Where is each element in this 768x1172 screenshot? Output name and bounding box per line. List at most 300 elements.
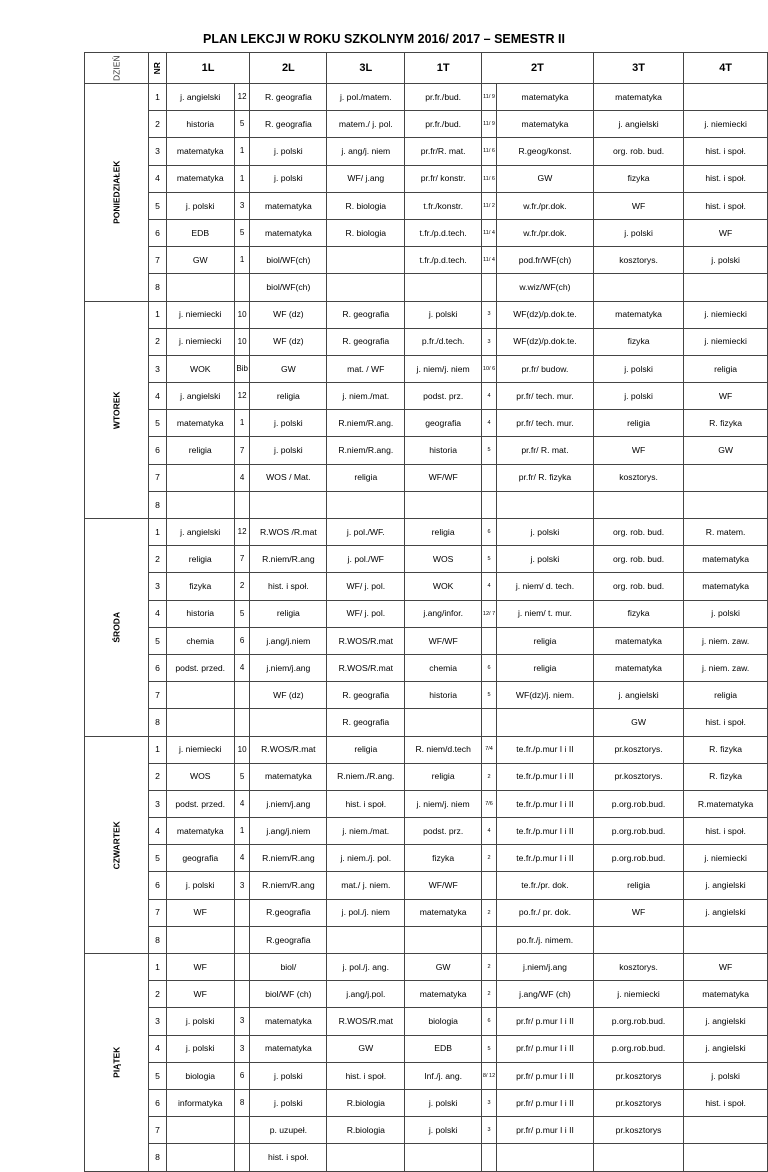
table-row <box>85 818 768 845</box>
class-4T: matematyka <box>684 981 768 1008</box>
class-2T: religia <box>497 627 594 654</box>
room-1L: 6 <box>234 1062 250 1089</box>
class-2T: j. polski <box>497 519 594 546</box>
class-4T: j. niemiecki <box>684 111 768 138</box>
class-2L: R.geografia <box>250 899 327 926</box>
class-2L: biol/ <box>250 954 327 981</box>
class-2T: pr.fr/ p.mur I i II <box>497 1062 594 1089</box>
table-row <box>85 165 768 192</box>
class-2T: j.niem/j.ang <box>497 954 594 981</box>
class-2T: WF(dz)/j. niem. <box>497 682 594 709</box>
table-row <box>85 981 768 1008</box>
table-row <box>85 654 768 681</box>
room-1L <box>234 709 250 736</box>
class-1T: Inf./j. ang. <box>405 1062 482 1089</box>
table-row <box>85 872 768 899</box>
table-row <box>85 546 768 573</box>
class-2T <box>497 491 594 518</box>
class-4T: R. fizyka <box>684 410 768 437</box>
class-2L: R.WOS /R.mat <box>250 519 327 546</box>
class-3T: p.org.rob.bud. <box>593 845 683 872</box>
class-3L: R. biologia <box>327 192 405 219</box>
room-1L: 1 <box>234 165 250 192</box>
table-row <box>85 274 768 301</box>
room-2T: 12/ 7 <box>482 600 497 627</box>
room-1L <box>234 981 250 1008</box>
room-2T: 4 <box>482 383 497 410</box>
room-2T <box>482 872 497 899</box>
class-1L: j. polski <box>166 1035 234 1062</box>
class-3T: kosztorys. <box>593 954 683 981</box>
table-row <box>85 410 768 437</box>
class-1T: WOK <box>405 573 482 600</box>
class-1L: j. angielski <box>166 84 234 111</box>
class-1L <box>166 274 234 301</box>
class-4T <box>684 926 768 953</box>
room-2T: 5 <box>482 682 497 709</box>
class-3T <box>593 926 683 953</box>
class-2L: R. geografia <box>250 84 327 111</box>
class-3L: R. geografia <box>327 301 405 328</box>
lesson-number: 5 <box>149 410 166 437</box>
class-1L: chemia <box>166 627 234 654</box>
header-1T: 1T <box>405 53 482 84</box>
lesson-number: 2 <box>149 981 166 1008</box>
class-4T <box>684 1144 768 1171</box>
class-3T: WF <box>593 192 683 219</box>
class-2T: j. niem/ d. tech. <box>497 573 594 600</box>
class-2L: R.niem/R.ang <box>250 546 327 573</box>
class-1L: matematyka <box>166 165 234 192</box>
room-1L: 6 <box>234 627 250 654</box>
class-3T: org. rob. bud. <box>593 519 683 546</box>
class-3T: pr.kosztorys. <box>593 763 683 790</box>
class-2L <box>250 491 327 518</box>
room-1L: 10 <box>234 736 250 763</box>
table-row <box>85 355 768 382</box>
table-row <box>85 954 768 981</box>
class-1L: j. angielski <box>166 519 234 546</box>
class-4T: j. angielski <box>684 899 768 926</box>
room-2T: 4 <box>482 410 497 437</box>
lesson-number: 8 <box>149 926 166 953</box>
room-2T: 3 <box>482 1089 497 1116</box>
class-4T: hist. i społ. <box>684 818 768 845</box>
page-title: PLAN LEKCJI W ROKU SZKOLNYM 2016/ 2017 – SEMESTR II <box>203 32 565 46</box>
class-3L: j.ang/j.pol. <box>327 981 405 1008</box>
class-2L: matematyka <box>250 192 327 219</box>
class-2T: matematyka <box>497 84 594 111</box>
room-2T <box>482 491 497 518</box>
class-2L: WF (dz) <box>250 328 327 355</box>
class-4T: GW <box>684 437 768 464</box>
table-row <box>85 491 768 518</box>
room-2T: 3 <box>482 328 497 355</box>
class-2T: w.wiz/WF(ch) <box>497 274 594 301</box>
room-1L: 1 <box>234 410 250 437</box>
class-3L <box>327 274 405 301</box>
class-2L: matematyka <box>250 1035 327 1062</box>
class-2L: p. uzupeł. <box>250 1117 327 1144</box>
lesson-number: 4 <box>149 600 166 627</box>
table-row <box>85 1062 768 1089</box>
class-4T: religia <box>684 682 768 709</box>
class-3T: j. polski <box>593 383 683 410</box>
room-2T: 3 <box>482 301 497 328</box>
class-2T: religia <box>497 654 594 681</box>
class-3L <box>327 247 405 274</box>
header-3T: 3T <box>593 53 683 84</box>
class-1T: historia <box>405 437 482 464</box>
header-day <box>85 53 149 84</box>
class-1L: j. angielski <box>166 383 234 410</box>
class-1L <box>166 1144 234 1171</box>
class-1T: matematyka <box>405 981 482 1008</box>
class-4T: R. fizyka <box>684 736 768 763</box>
room-1L: 3 <box>234 192 250 219</box>
class-2T: j. niem/ t. mur. <box>497 600 594 627</box>
day-cell <box>85 736 149 954</box>
class-2L: R.geografia <box>250 926 327 953</box>
class-1L: GW <box>166 247 234 274</box>
class-1T <box>405 1144 482 1171</box>
class-1T: j. niem/j. niem <box>405 355 482 382</box>
table-row <box>85 627 768 654</box>
class-3L: mat./ j. niem. <box>327 872 405 899</box>
class-4T: j. polski <box>684 247 768 274</box>
header-day-label: DZIEŃ <box>111 55 122 81</box>
room-2T: 7/4 <box>482 736 497 763</box>
class-2L: j. polski <box>250 1089 327 1116</box>
lesson-number: 5 <box>149 845 166 872</box>
table-row <box>85 600 768 627</box>
class-3L: R.niem/R.ang. <box>327 437 405 464</box>
lesson-number: 5 <box>149 1062 166 1089</box>
day-label: PONIEDZIAŁEK <box>111 160 122 224</box>
class-3L <box>327 926 405 953</box>
class-2L: matematyka <box>250 763 327 790</box>
class-3L: R.WOS/R.mat <box>327 654 405 681</box>
lesson-number: 4 <box>149 1035 166 1062</box>
class-1T: j. polski <box>405 1089 482 1116</box>
class-4T <box>684 491 768 518</box>
table-row <box>85 328 768 355</box>
class-4T: j. angielski <box>684 872 768 899</box>
class-3L: R. biologia <box>327 219 405 246</box>
class-1T: p.fr./d.tech. <box>405 328 482 355</box>
room-1L: 4 <box>234 845 250 872</box>
class-3T: j. angielski <box>593 111 683 138</box>
room-2T: 2 <box>482 845 497 872</box>
class-3T: matematyka <box>593 627 683 654</box>
class-3L: j. ang/j. niem <box>327 138 405 165</box>
table-row <box>85 383 768 410</box>
class-4T: j. niemiecki <box>684 328 768 355</box>
table-row <box>85 519 768 546</box>
class-1L: j. polski <box>166 192 234 219</box>
class-1L <box>166 682 234 709</box>
class-1T: geografia <box>405 410 482 437</box>
header-4T: 4T <box>684 53 768 84</box>
class-2L: WF (dz) <box>250 682 327 709</box>
class-1L: WF <box>166 954 234 981</box>
class-2T: te.fr./p.mur I i II <box>497 763 594 790</box>
class-4T: matematyka <box>684 573 768 600</box>
class-4T <box>684 464 768 491</box>
lesson-number: 6 <box>149 654 166 681</box>
room-2T: 11/ 4 <box>482 247 497 274</box>
room-2T: 4 <box>482 573 497 600</box>
class-1T: matematyka <box>405 899 482 926</box>
class-1T: WF/WF <box>405 464 482 491</box>
table-row <box>85 736 768 763</box>
class-4T: j. angielski <box>684 1035 768 1062</box>
class-2L: religia <box>250 600 327 627</box>
class-1L: j. polski <box>166 1008 234 1035</box>
class-1L: podst. przed. <box>166 654 234 681</box>
day-cell <box>85 954 149 1172</box>
lesson-number: 1 <box>149 736 166 763</box>
class-1T: historia <box>405 682 482 709</box>
class-3L: R.niem/R.ang. <box>327 410 405 437</box>
class-2L: WF (dz) <box>250 301 327 328</box>
class-2T: pr.fr/ p.mur I i II <box>497 1117 594 1144</box>
class-3L: j. pol./WF. <box>327 519 405 546</box>
room-1L: 4 <box>234 790 250 817</box>
class-3L: j. pol./j. niem <box>327 899 405 926</box>
class-3L: R. geografia <box>327 682 405 709</box>
lesson-number: 7 <box>149 899 166 926</box>
class-1T: podst. prz. <box>405 383 482 410</box>
room-1L <box>234 274 250 301</box>
class-3T: j. polski <box>593 219 683 246</box>
class-1T: t.fr./p.d.tech. <box>405 219 482 246</box>
class-4T: R. fizyka <box>684 763 768 790</box>
class-1L: j. niemiecki <box>166 301 234 328</box>
lesson-number: 2 <box>149 328 166 355</box>
room-1L: 5 <box>234 111 250 138</box>
class-4T <box>684 1117 768 1144</box>
class-1T: EDB <box>405 1035 482 1062</box>
class-2T: pr.fr/ budow. <box>497 355 594 382</box>
class-1L: WF <box>166 899 234 926</box>
lesson-number: 3 <box>149 790 166 817</box>
class-1T: t.fr./konstr. <box>405 192 482 219</box>
class-3L: R. geografia <box>327 709 405 736</box>
class-3L: GW <box>327 1035 405 1062</box>
room-2T <box>482 709 497 736</box>
room-1L: 12 <box>234 84 250 111</box>
class-3T <box>593 274 683 301</box>
room-1L <box>234 1144 250 1171</box>
class-1T: GW <box>405 954 482 981</box>
class-4T: j. angielski <box>684 1008 768 1035</box>
class-1T: pr.fr/R. mat. <box>405 138 482 165</box>
class-1T: R. niem/d.tech <box>405 736 482 763</box>
class-3T: WF <box>593 437 683 464</box>
class-2T: pr.fr/ R. fizyka <box>497 464 594 491</box>
lesson-number: 8 <box>149 1144 166 1171</box>
class-3L: j. niem./mat. <box>327 383 405 410</box>
class-4T: WF <box>684 383 768 410</box>
class-3L: j. pol./j. ang. <box>327 954 405 981</box>
class-2T: WF(dz)/p.dok.te. <box>497 328 594 355</box>
table-row <box>85 84 768 111</box>
class-1L: j. niemiecki <box>166 328 234 355</box>
class-2L: religia <box>250 383 327 410</box>
class-2T: pr.fr/ R. mat. <box>497 437 594 464</box>
schedule-table <box>84 52 768 1172</box>
class-4T: hist. i społ. <box>684 709 768 736</box>
room-2T: 11/ 6 <box>482 138 497 165</box>
room-2T: 6 <box>482 654 497 681</box>
class-4T: R.matematyka <box>684 790 768 817</box>
room-1L: 10 <box>234 328 250 355</box>
room-1L: 12 <box>234 519 250 546</box>
class-3T: matematyka <box>593 301 683 328</box>
class-3T: religia <box>593 410 683 437</box>
class-3L: mat. / WF <box>327 355 405 382</box>
table-row <box>85 219 768 246</box>
class-3T: pr.kosztorys <box>593 1089 683 1116</box>
lesson-number: 1 <box>149 84 166 111</box>
day-label: ŚRODA <box>111 611 122 643</box>
table-row <box>85 1035 768 1062</box>
class-3T: fizyka <box>593 600 683 627</box>
room-2T <box>482 926 497 953</box>
room-1L: 3 <box>234 872 250 899</box>
room-2T <box>482 464 497 491</box>
header-1L: 1L <box>166 53 250 84</box>
class-2T: matematyka <box>497 111 594 138</box>
day-cell <box>85 301 149 519</box>
lesson-number: 8 <box>149 274 166 301</box>
class-1T <box>405 709 482 736</box>
class-2T: pr.fr/ tech. mur. <box>497 383 594 410</box>
class-3L: R.biologia <box>327 1089 405 1116</box>
room-1L: 5 <box>234 219 250 246</box>
day-cell <box>85 84 149 302</box>
class-2L: j.niem/j.ang <box>250 790 327 817</box>
room-1L: 5 <box>234 600 250 627</box>
class-3T <box>593 1144 683 1171</box>
room-2T: 4 <box>482 818 497 845</box>
lesson-number: 7 <box>149 1117 166 1144</box>
class-2T: te.fr./p.mur I i II <box>497 845 594 872</box>
class-3T: matematyka <box>593 654 683 681</box>
table-row <box>85 1117 768 1144</box>
table-row <box>85 437 768 464</box>
room-1L <box>234 899 250 926</box>
class-3L: hist. i społ. <box>327 1062 405 1089</box>
table-row <box>85 138 768 165</box>
class-3L: hist. i społ. <box>327 790 405 817</box>
class-2L: j. polski <box>250 437 327 464</box>
room-2T: 5 <box>482 546 497 573</box>
lesson-number: 8 <box>149 491 166 518</box>
class-3L <box>327 1144 405 1171</box>
class-1T: t.fr./p.d.tech. <box>405 247 482 274</box>
class-3T: j. polski <box>593 355 683 382</box>
room-2T: 11/ 9 <box>482 84 497 111</box>
class-2L: j.ang/j.niem <box>250 627 327 654</box>
class-1T <box>405 274 482 301</box>
class-3T: pr.kosztorys. <box>593 736 683 763</box>
table-row <box>85 709 768 736</box>
class-3T: p.org.rob.bud. <box>593 1008 683 1035</box>
class-3T: org. rob. bud. <box>593 573 683 600</box>
room-2T: 10/ 6 <box>482 355 497 382</box>
class-1T: pr.fr/ konstr. <box>405 165 482 192</box>
class-3T: p.org.rob.bud. <box>593 790 683 817</box>
table-row <box>85 899 768 926</box>
class-2T: pr.fr/ tech. mur. <box>497 410 594 437</box>
table-row <box>85 845 768 872</box>
class-2L: biol/WF(ch) <box>250 247 327 274</box>
class-1T: j. niem/j. niem <box>405 790 482 817</box>
class-1L: historia <box>166 111 234 138</box>
room-1L <box>234 954 250 981</box>
class-2L: biol/WF (ch) <box>250 981 327 1008</box>
class-3T: kosztorys. <box>593 247 683 274</box>
class-2L: R.niem/R.ang <box>250 845 327 872</box>
class-1L: WOK <box>166 355 234 382</box>
class-1L <box>166 1117 234 1144</box>
class-2T: pod.fr/WF(ch) <box>497 247 594 274</box>
table-row <box>85 301 768 328</box>
room-1L: 3 <box>234 1008 250 1035</box>
class-1T: podst. prz. <box>405 818 482 845</box>
room-2T: 2 <box>482 954 497 981</box>
table-row <box>85 790 768 817</box>
class-2T: w.fr./pr.dok. <box>497 192 594 219</box>
class-3T: j. angielski <box>593 682 683 709</box>
class-1L: religia <box>166 546 234 573</box>
class-4T: j. niem. zaw. <box>684 654 768 681</box>
class-2T: pr.fr/ p.mur I i II <box>497 1008 594 1035</box>
class-4T: WF <box>684 954 768 981</box>
class-1T: j. polski <box>405 301 482 328</box>
class-3T: fizyka <box>593 328 683 355</box>
class-3L: j. niem./j. pol. <box>327 845 405 872</box>
class-3T: p.org.rob.bud. <box>593 1035 683 1062</box>
class-2L: R. geografia <box>250 111 327 138</box>
class-2L: matematyka <box>250 219 327 246</box>
table-row <box>85 111 768 138</box>
room-2T <box>482 1144 497 1171</box>
class-2T: w.fr./pr.dok. <box>497 219 594 246</box>
room-1L <box>234 926 250 953</box>
room-2T: 2 <box>482 763 497 790</box>
lesson-number: 2 <box>149 763 166 790</box>
class-2T: pr.fr/ p.mur I i II <box>497 1035 594 1062</box>
room-2T: 2 <box>482 981 497 1008</box>
class-1T: j.ang/infor. <box>405 600 482 627</box>
class-3T: j. niemiecki <box>593 981 683 1008</box>
table-row <box>85 682 768 709</box>
lesson-number: 4 <box>149 165 166 192</box>
class-4T <box>684 274 768 301</box>
class-3L: j. pol./matem. <box>327 84 405 111</box>
class-2T: te.fr./p.mur I i II <box>497 790 594 817</box>
lesson-number: 2 <box>149 546 166 573</box>
class-1T: religia <box>405 763 482 790</box>
room-2T: 11/ 6 <box>482 165 497 192</box>
class-3T: religia <box>593 872 683 899</box>
class-3L: religia <box>327 464 405 491</box>
lesson-number: 3 <box>149 355 166 382</box>
lesson-number: 6 <box>149 872 166 899</box>
